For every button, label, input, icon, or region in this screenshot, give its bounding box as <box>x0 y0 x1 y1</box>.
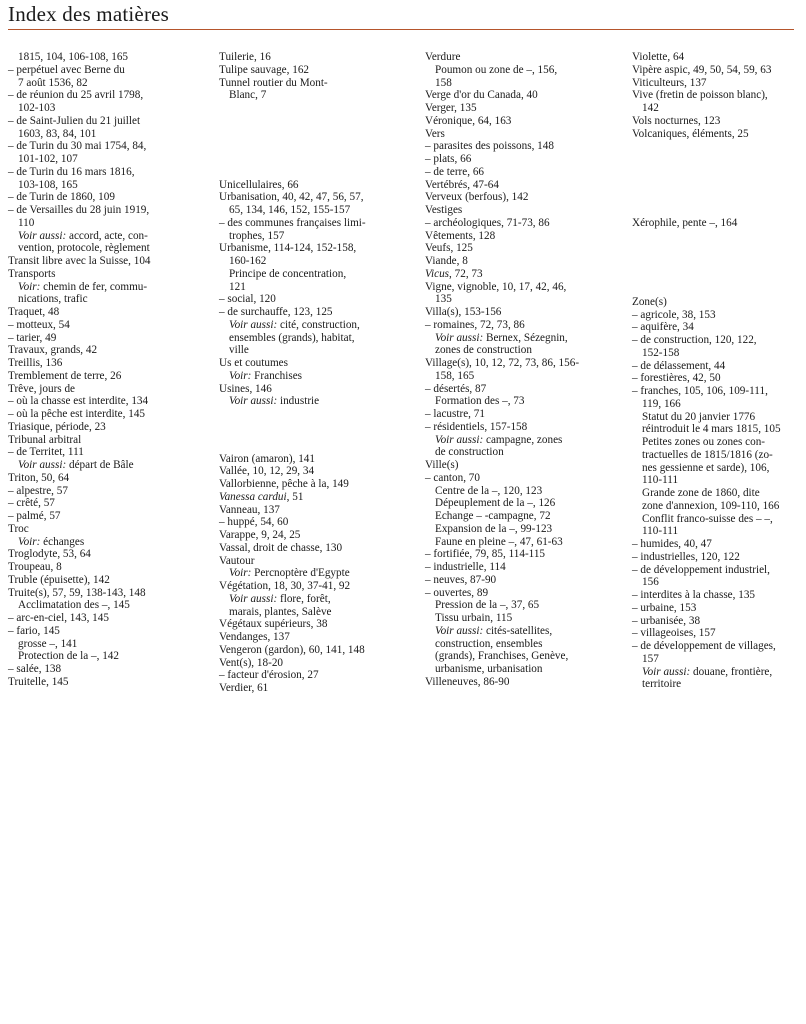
index-entry: – fario, 145 <box>8 624 60 637</box>
index-entry: Travaux, grands, 42 <box>8 344 98 357</box>
index-column-2 <box>219 51 395 695</box>
index-entry: Troc <box>8 522 29 535</box>
index-entry: Végétaux supérieurs, 38 <box>219 618 328 631</box>
index-entry: 102-103 <box>18 102 56 114</box>
index-entry: Vigne, vignoble, 10, 17, 42, 46, <box>425 280 567 293</box>
index-entry: Treillis, 136 <box>8 357 63 369</box>
index-entry: – motteux, 54 <box>8 318 70 331</box>
index-entry: – des communes françaises limi- <box>219 216 366 229</box>
index-entry: marais, plantes, Salève <box>229 605 332 618</box>
index-entry: Tissu urbain, 115 <box>435 612 513 624</box>
column-gap <box>632 230 798 296</box>
index-entry: Centre de la –, 120, 123 <box>435 484 543 497</box>
index-entry: Pression de la –, 37, 65 <box>435 599 540 612</box>
index-entry: Végétation, 18, 30, 37-41, 92 <box>219 580 351 593</box>
index-entry: – social, 120 <box>219 293 276 306</box>
index-entry: – industrielles, 120, 122 <box>632 550 740 563</box>
index-entry: Voir aussi: départ de Bâle <box>18 459 134 471</box>
index-entry: Grande zone de 1860, dite <box>642 487 760 500</box>
column-gap <box>632 140 798 217</box>
index-entry: Formation des –, 73 <box>435 395 525 408</box>
index-entry: Véronique, 64, 163 <box>425 114 512 127</box>
index-entry: 158 <box>435 76 452 89</box>
index-entry: urbanisme, urbanisation <box>435 663 543 675</box>
index-entry: Poumon ou zone de –, 156, <box>435 63 558 76</box>
index-entry: Voir aussi: Bernex, Sézegnin, <box>435 331 568 344</box>
index-entry: zone d'annexion, 109-110, 166 <box>642 499 780 512</box>
index-entry: – agricole, 38, 153 <box>632 308 716 321</box>
index-entry: 135 <box>435 293 452 306</box>
index-entry: Conflit franco-suisse des – –, <box>642 512 773 525</box>
index-entry: – urbaine, 153 <box>632 601 697 614</box>
index-entry: Volcaniques, éléments, 25 <box>632 127 749 140</box>
index-entry: Expansion de la –, 99-123 <box>435 522 553 535</box>
index-entry: – de Versailles du 28 juin 1919, <box>8 204 150 216</box>
title-rule <box>8 29 794 30</box>
index-entry: Verger, 135 <box>425 102 477 114</box>
index-entry: – facteur d'érosion, 27 <box>219 669 319 682</box>
index-entry: Petites zones ou zones con- <box>642 436 766 449</box>
index-entry: – de Turin du 16 mars 1816, <box>8 165 135 178</box>
index-entry: – alpestre, 57 <box>8 484 68 497</box>
index-entry: – lacustre, 71 <box>425 408 485 420</box>
index-entry: Principe de concentration, <box>229 267 347 280</box>
index-entry: Voir: échanges <box>18 535 85 548</box>
index-entry: nes gessienne et sarde), 106, <box>642 461 770 474</box>
index-entry: Voir aussi: accord, acte, con- <box>18 229 148 242</box>
index-entry: Verdure <box>425 51 461 63</box>
index-entry: Faune en pleine –, 47, 61-63 <box>435 535 563 548</box>
index-entry: Tribunal arbitral <box>8 433 82 446</box>
index-entry: – où la chasse est interdite, 134 <box>8 395 149 408</box>
index-entry: Tunnel routier du Mont- <box>219 76 328 89</box>
index-entry: Transports <box>8 267 56 280</box>
index-entry: Dépeuplement de la –, 126 <box>435 497 556 510</box>
index-entry: Vols nocturnes, 123 <box>632 114 721 127</box>
index-entry: Village(s), 10, 12, 72, 73, 86, 156- <box>425 357 580 369</box>
index-entry: Vêtements, 128 <box>425 229 496 242</box>
index-entry: grosse –, 141 <box>18 637 78 650</box>
index-entry: Triasique, période, 23 <box>8 420 106 433</box>
index-entry: – villageoises, 157 <box>632 627 716 640</box>
index-entry: Viande, 8 <box>425 255 468 267</box>
index-entry: réintroduit le 4 mars 1815, 105 <box>642 423 781 436</box>
index-entry: Truite(s), 57, 59, 138-143, 148 <box>8 586 146 599</box>
index-entry: Troupeau, 8 <box>8 561 62 573</box>
index-entry: – de Turin de 1860, 109 <box>8 191 115 204</box>
index-entry: 101-102, 107 <box>18 153 78 165</box>
index-entry: Vertébrés, 47-64 <box>425 178 499 191</box>
index-entry: – archéologiques, 71-73, 86 <box>425 216 550 229</box>
index-entry: Statut du 20 janvier 1776 <box>642 410 756 423</box>
index-entry: ville <box>229 344 249 357</box>
index-entry: Vent(s), 18-20 <box>219 656 284 669</box>
index-entry: – forestières, 42, 50 <box>632 372 721 385</box>
index-entry: Protection de la –, 142 <box>18 650 119 663</box>
column-gap <box>219 408 395 453</box>
index-entry: Tuilerie, 16 <box>219 51 271 63</box>
index-entry: Vautour <box>219 554 255 567</box>
index-entry: Viticulteurs, 137 <box>632 76 707 89</box>
index-entry: – de développement industriel, <box>632 563 770 576</box>
index-entry: Violette, 64 <box>632 51 685 63</box>
index-entry: vention, protocole, règlement <box>18 242 150 255</box>
index-entry: tractuelles de 1815/1816 (zo- <box>642 448 773 461</box>
index-entry: – où la pêche est interdite, 145 <box>8 408 146 420</box>
index-entry: Voir aussi: cité, construction, <box>229 318 360 331</box>
index-entry: Voir aussi: campagne, zones <box>435 433 563 446</box>
index-entry: – de Territet, 111 <box>8 446 84 459</box>
index-entry: – neuves, 87-90 <box>425 573 497 586</box>
index-entry: 110-111 <box>642 474 679 487</box>
index-entry: 121 <box>229 280 246 293</box>
index-entry: – de réunion du 25 avril 1798, <box>8 89 144 102</box>
index-entry: Traquet, 48 <box>8 306 60 318</box>
index-entry: trophes, 157 <box>229 229 285 242</box>
index-entry: de construction <box>435 446 504 459</box>
index-entry: Voir aussi: cités-satellites, <box>435 624 553 637</box>
index-entry: Zone(s) <box>632 295 667 308</box>
index-entry: 152-158 <box>642 346 680 359</box>
index-entry: Vassal, droit de chasse, 130 <box>219 541 343 554</box>
index-entry: Vers <box>425 127 445 140</box>
index-entry: 157 <box>642 652 659 665</box>
index-entry: – crêté, 57 <box>8 497 55 510</box>
index-entry: Us et coutumes <box>219 357 288 369</box>
index-entry: 160-162 <box>229 255 267 267</box>
index-entry: – industrielle, 114 <box>425 561 506 573</box>
index-entry: 156 <box>642 576 659 589</box>
index-entry: Voir: Franchises <box>229 369 303 382</box>
index-entry: – perpétuel avec Berne du <box>8 63 125 76</box>
index-entry: 110-111 <box>642 525 679 538</box>
index-entry: Urbanisme, 114-124, 152-158, <box>219 242 357 255</box>
index-entry: Vive (fretin de poisson blanc), <box>632 89 768 102</box>
index-entry: Ville(s) <box>425 459 459 471</box>
index-entry: – résidentiels, 157-158 <box>425 420 528 433</box>
index-entry: Urbanisation, 40, 42, 47, 56, 57, <box>219 191 364 204</box>
index-entry: Tulipe sauvage, 162 <box>219 63 310 76</box>
index-entry: ensembles (grands), habitat, <box>229 331 355 344</box>
index-entry: – fortifiée, 79, 85, 114-115 <box>425 548 546 561</box>
index-entry: Blanc, 7 <box>229 89 267 102</box>
index-entry: Vendanges, 137 <box>219 631 290 644</box>
index-entry: Truitelle, 145 <box>8 675 69 688</box>
index-entry: – palmé, 57 <box>8 510 61 522</box>
index-entry: 158, 165 <box>435 369 475 382</box>
index-entry: territoire <box>642 678 682 691</box>
index-entry: – aquifère, 34 <box>632 321 694 334</box>
index-entry: – de Saint-Julien du 21 juillet <box>8 114 141 127</box>
index-entry: – salée, 138 <box>8 663 62 675</box>
index-entry: Vanessa cardui, 51 <box>219 490 304 503</box>
index-entry: Triton, 50, 64 <box>8 471 70 484</box>
index-entry: (grands), Franchises, Genève, <box>435 650 569 663</box>
index-entry: Voir: Percnoptère d'Egypte <box>229 567 350 580</box>
index-entry: 142 <box>642 102 659 114</box>
index-entry: – romaines, 72, 73, 86 <box>425 318 525 331</box>
index-entry: Voir aussi: douane, frontière, <box>642 665 773 678</box>
index-entry: Troglodyte, 53, 64 <box>8 548 91 561</box>
index-entry: 1815, 104, 106-108, 165 <box>18 51 129 63</box>
index-entry: Vipère aspic, 49, 50, 54, 59, 63 <box>632 63 772 76</box>
index-entry: Vengeron (gardon), 60, 141, 148 <box>219 643 365 656</box>
index-entry: Tremblement de terre, 26 <box>8 369 122 382</box>
index-entry: Vallée, 10, 12, 29, 34 <box>219 465 315 478</box>
index-entry: Trêve, jours de <box>8 382 76 395</box>
index-entry: 7 août 1536, 82 <box>18 76 88 89</box>
index-entry: 65, 134, 146, 152, 155-157 <box>229 204 351 216</box>
index-entry: Voir aussi: flore, forêt, <box>229 592 331 605</box>
index-entry: – urbanisée, 38 <box>632 614 701 627</box>
index-entry: – parasites des poissons, 148 <box>425 140 554 153</box>
index-entry: Vairon (amaron), 141 <box>219 452 315 465</box>
index-entry: Transit libre avec la Suisse, 104 <box>8 255 151 267</box>
index-entry: Verge d'or du Canada, 40 <box>425 89 538 102</box>
index-entry: – humides, 40, 47 <box>632 538 712 551</box>
index-entry: 110 <box>18 216 35 229</box>
index-entry: Varappe, 9, 24, 25 <box>219 529 301 542</box>
index-entry: Vestiges <box>425 204 463 216</box>
index-entry: Vanneau, 137 <box>219 503 280 516</box>
index-entry: 119, 166 <box>642 397 681 410</box>
index-entry: – de construction, 120, 122, <box>632 334 757 347</box>
index-entry: – de Turin du 30 mai 1754, 84, <box>8 140 147 153</box>
index-entry: Veufs, 125 <box>425 242 473 255</box>
page-title: Index des matières <box>8 2 170 26</box>
index-entry: – de développement de villages, <box>632 640 776 653</box>
index-entry: 1603, 83, 84, 101 <box>18 127 97 140</box>
index-entry: Acclimatation des –, 145 <box>18 599 130 612</box>
index-entry: Vallorbienne, pêche à la, 149 <box>219 478 349 491</box>
index-entry: Villeneuves, 86-90 <box>425 675 510 688</box>
index-entry: Voir aussi: industrie <box>229 395 320 408</box>
index-entry: construction, ensembles <box>435 637 543 650</box>
index-entry: – arc-en-ciel, 143, 145 <box>8 612 109 624</box>
index-entry: – de terre, 66 <box>425 165 485 178</box>
index-entry: Verdier, 61 <box>219 682 269 695</box>
index-entry: – plats, 66 <box>425 153 472 165</box>
index-entry: – franches, 105, 106, 109-111, <box>632 385 768 398</box>
index-entry: Voir: chemin de fer, commu- <box>18 280 148 293</box>
index-entry: – ouvertes, 89 <box>425 586 489 599</box>
index-entry: – de délassement, 44 <box>632 359 726 372</box>
index-entry: zones de construction <box>435 344 532 357</box>
index-entry: – interdites à la chasse, 135 <box>632 589 756 602</box>
index-entry: Usines, 146 <box>219 382 272 395</box>
index-entry: – huppé, 54, 60 <box>219 516 289 529</box>
index-entry: 103-108, 165 <box>18 178 78 191</box>
index-column-3 <box>425 51 601 689</box>
index-entry: nications, trafic <box>18 293 88 306</box>
index-entry: – désertés, 87 <box>425 382 487 395</box>
index-entry: Echange – -campagne, 72 <box>435 510 551 522</box>
index-entry: – de surchauffe, 123, 125 <box>219 306 333 318</box>
index-entry: Verveux (berfous), 142 <box>425 191 529 204</box>
index-column-1 <box>8 51 184 689</box>
index-entry: Villa(s), 153-156 <box>425 306 502 318</box>
index-entry: Unicellulaires, 66 <box>219 178 299 191</box>
index-entry: Vicus, 72, 73 <box>425 267 483 280</box>
index-entry: – tarier, 49 <box>8 331 57 344</box>
index-column-4 <box>632 51 798 691</box>
index-entry: – canton, 70 <box>425 471 480 484</box>
index-entry: Xérophile, pente –, 164 <box>632 216 738 229</box>
column-gap <box>219 102 395 179</box>
index-entry: Truble (épuisette), 142 <box>8 573 110 586</box>
